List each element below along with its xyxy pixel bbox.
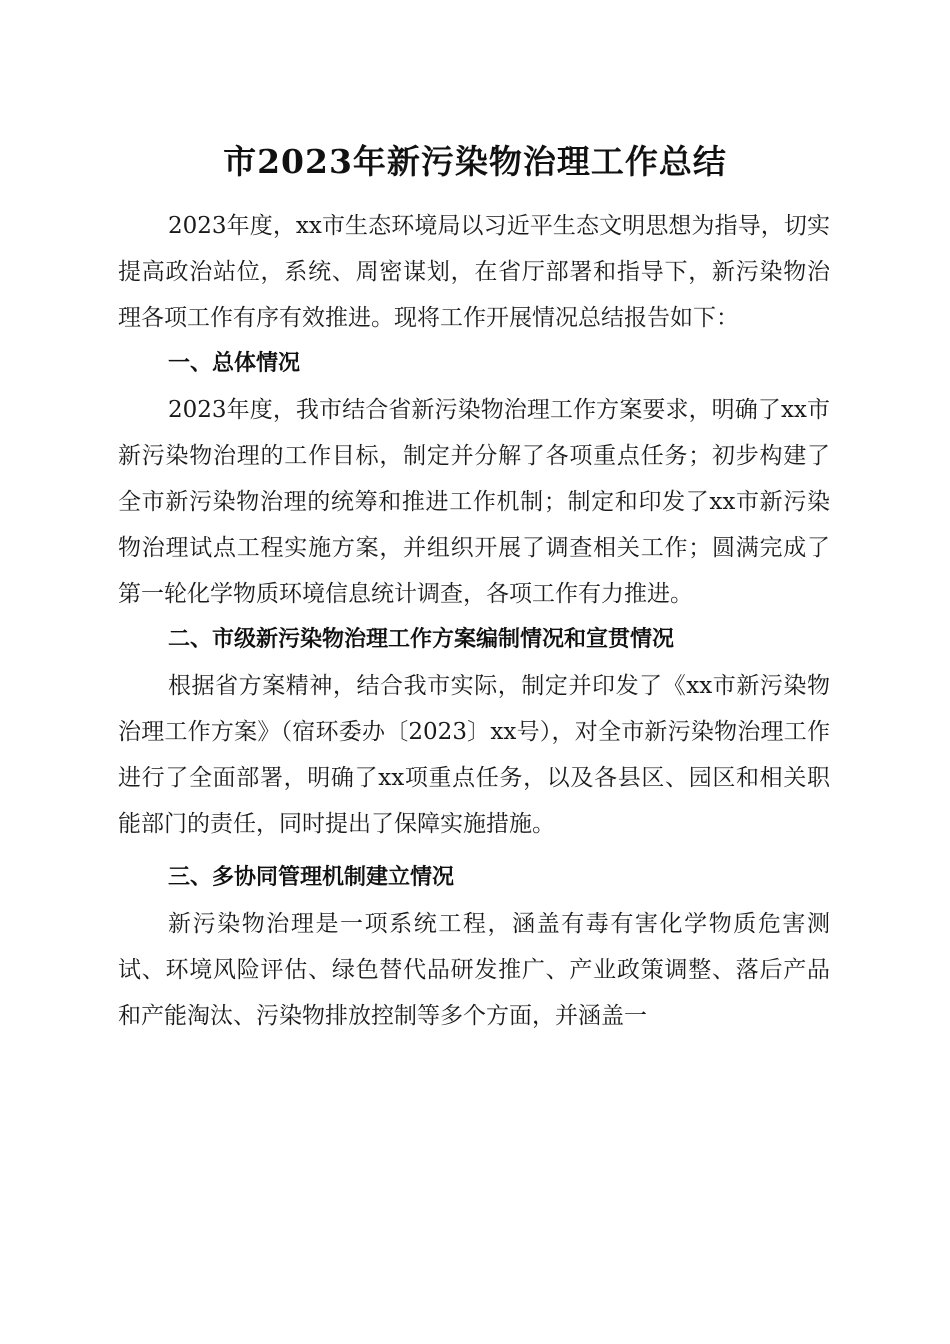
section-text-overall: 2023年度，我市结合省新污染物治理工作方案要求，明确了xx市新污染物治理的工作目标，制定并分解了各项重点任务；初步构建了全市新污染物治理的统筹和推进工作机制；制定和印发了xx市新污染物治理试点工程实施方案，并组织开展了调查相关工作；圆满完成了第一轮化学物质环境信息统计调查，各项工作有力推进。 [118,397,830,607]
section-heading-overall: 一、总体情况 [168,351,301,376]
section-text-plan: 根据省方案精神，结合我市实际，制定并印发了《xx市新污染物治理工作方案》（宿环委办〔2023〕xx号），对全市新污染物治理工作进行了全面部署，明确了xx项重点任务，以及各县区、园区和相关职能部门的责任，同时提出了保障实施措施。 [118,673,830,837]
document-body [118,203,830,1039]
section-text-mechanism: 新污染物治理是一项系统工程，涵盖有毒有害化学物质危害测试、环境风险评估、绿色替代品研发推广、产业政策调整、落后产品和产能淘汰、污染物排放控制等多个方面，并涵盖一 [118,911,830,1029]
intro-paragraph: 2023年度，xx市生态环境局以习近平生态文明思想为指导，切实提高政治站位，系统、周密谋划，在省厅部署和指导下，新污染物治理各项工作有序有效推进。现将工作开展情况总结报告如下： [118,213,830,331]
section-heading-plan: 二、市级新污染物治理工作方案编制情况和宣贯情况 [168,627,675,652]
document-title: 市2023年新污染物治理工作总结 [223,142,727,181]
section-heading-mechanism: 三、多协同管理机制建立情况 [168,865,455,890]
